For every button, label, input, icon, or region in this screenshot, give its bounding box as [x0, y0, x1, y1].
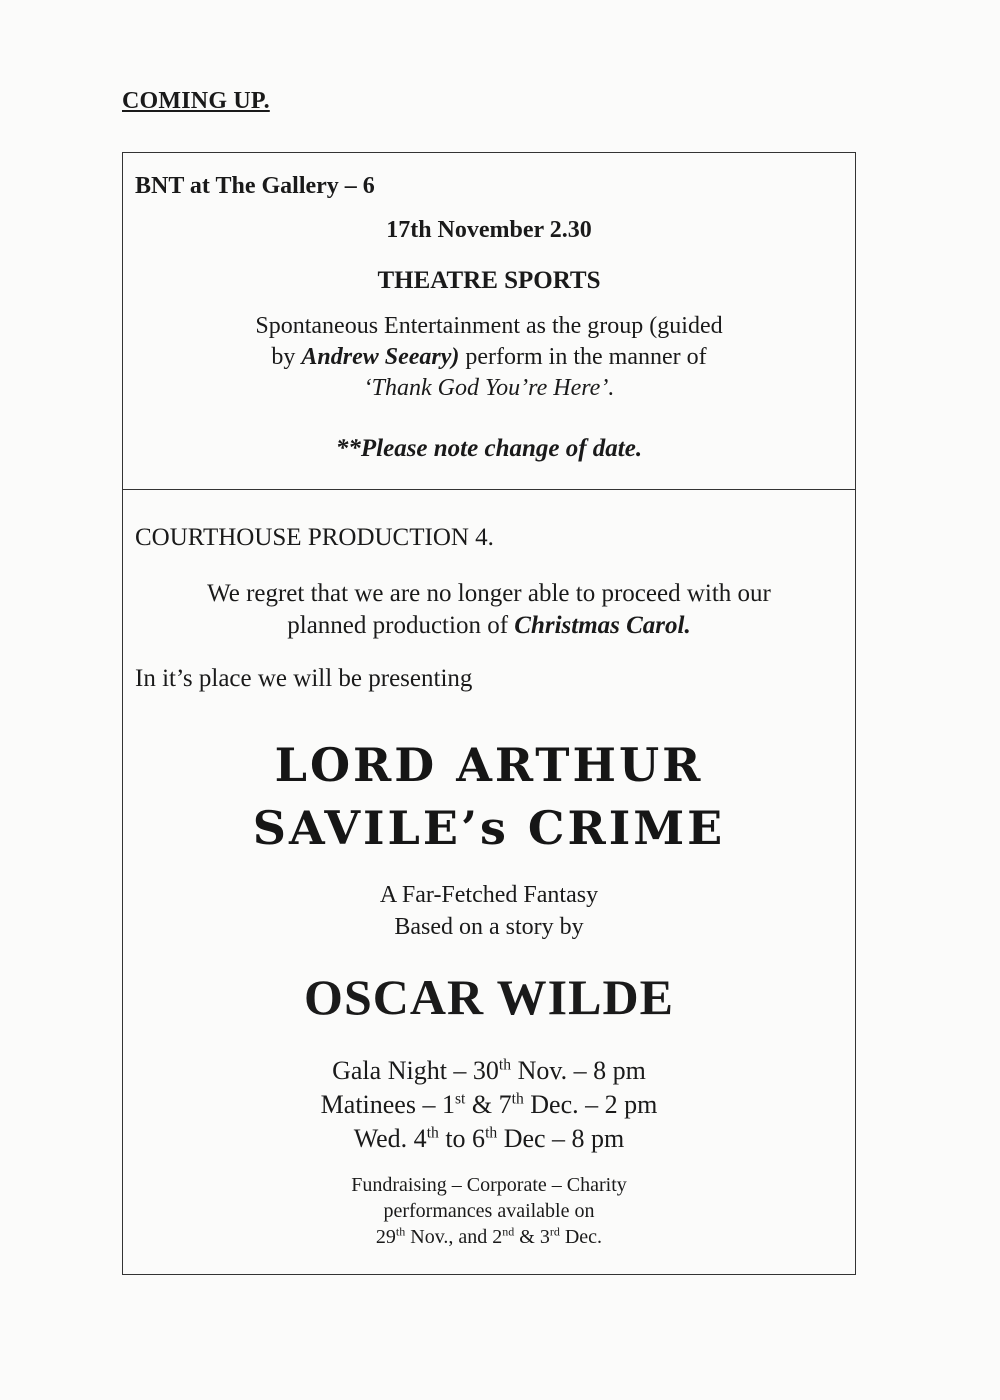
gallery-title: BNT at The Gallery – 6: [135, 173, 375, 199]
regret-line2: planned production of Christmas Carol.: [287, 612, 691, 639]
courthouse-title: COURTHOUSE PRODUCTION 4.: [135, 524, 494, 551]
gallery-event-name: THEATRE SPORTS: [377, 267, 601, 294]
in-place-text: In it’s place we will be presenting: [135, 665, 473, 692]
fundraising-line2: performances available on: [383, 1200, 595, 1222]
subtitle-line2: Based on a story by: [394, 914, 584, 940]
subtitle-line1: A Far-Fetched Fantasy: [379, 882, 599, 908]
gallery-date-change-note: **Please note change of date.: [335, 435, 643, 462]
gallery-desc-line3: ‘Thank God You’re Here’.: [363, 375, 615, 401]
play-title-line1: LORD ARTHUR: [274, 738, 704, 792]
schedule-matinees: Matinees – 1st & 7th Dec. – 2 pm: [320, 1090, 658, 1119]
author-name: OSCAR WILDE: [304, 969, 674, 1025]
schedule-weekday: Wed. 4th to 6th Dec – 8 pm: [353, 1124, 625, 1153]
gallery-desc-line2: by Andrew Seeary) perform in the manner of: [271, 344, 707, 370]
fundraising-line3: 29th Nov., and 2nd & 3rd Dec.: [375, 1224, 603, 1248]
gallery-desc-line1: Spontaneous Entertainment as the group (guided: [255, 313, 723, 339]
cancelled-play-title: Christmas Carol.: [514, 612, 691, 639]
gallery-date: 17th November 2.30: [386, 217, 592, 243]
gallery-event-box: [122, 152, 856, 490]
page-heading: COMING UP.: [122, 88, 270, 114]
fundraising-line1: Fundraising – Corporate – Charity: [351, 1174, 627, 1196]
performer-name: Andrew Seeary): [301, 344, 460, 370]
regret-line1: We regret that we are no longer able to proceed with our: [207, 580, 771, 607]
courthouse-production-box: [122, 489, 856, 1275]
schedule-gala-night: Gala Night – 30th Nov. – 8 pm: [332, 1056, 646, 1085]
play-title-line2: SAVILE’s CRIME: [252, 801, 726, 855]
